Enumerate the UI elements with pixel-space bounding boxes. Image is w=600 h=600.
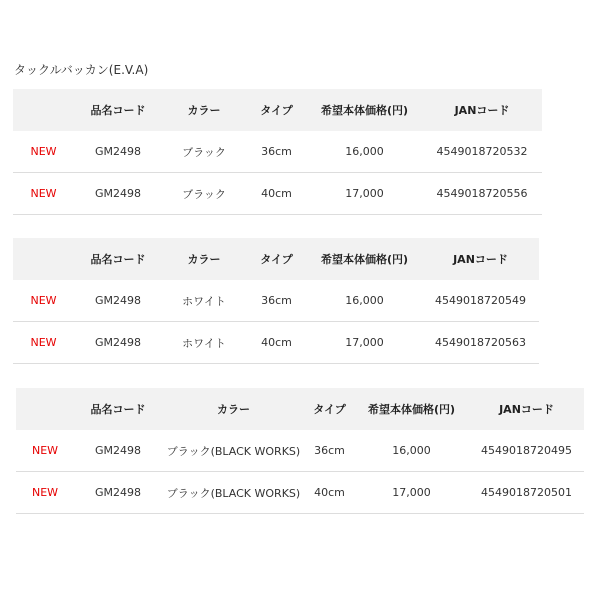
product-code-cell: GM2498 <box>74 131 162 173</box>
color-cell: ブラック(BLACK WORKS) <box>162 472 305 514</box>
header-product-code: 品名コード <box>74 388 162 430</box>
product-code-cell: GM2498 <box>74 472 162 514</box>
spec-table-black-works <box>16 388 584 514</box>
table-row <box>16 472 584 514</box>
header-price: 希望本体価格(円) <box>307 89 422 131</box>
new-badge: NEW <box>13 131 74 173</box>
header-color: カラー <box>162 89 246 131</box>
product-code-cell: GM2498 <box>74 280 162 322</box>
new-badge: NEW <box>16 472 74 514</box>
color-cell: ブラック <box>162 131 246 173</box>
type-cell: 36cm <box>305 430 354 472</box>
price-cell: 17,000 <box>307 173 422 215</box>
product-code-cell: GM2498 <box>74 322 162 364</box>
header-color: カラー <box>162 238 246 280</box>
new-badge: NEW <box>13 173 74 215</box>
header-product-code: 品名コード <box>74 89 162 131</box>
jan-code-cell: 4549018720495 <box>469 430 584 472</box>
type-cell: 40cm <box>246 173 307 215</box>
price-cell: 16,000 <box>354 430 469 472</box>
header-jan-code: JANコード <box>422 89 542 131</box>
table-row <box>13 322 539 364</box>
type-cell: 40cm <box>305 472 354 514</box>
header-badge <box>13 238 74 280</box>
price-cell: 17,000 <box>354 472 469 514</box>
jan-code-cell: 4549018720556 <box>422 173 542 215</box>
header-jan-code: JANコード <box>469 388 584 430</box>
page-title: タックルバッカン(E.V.A) <box>14 63 149 77</box>
new-badge: NEW <box>16 430 74 472</box>
header-product-code: 品名コード <box>74 238 162 280</box>
spec-table-black <box>13 89 542 215</box>
price-cell: 17,000 <box>307 322 422 364</box>
price-cell: 16,000 <box>307 131 422 173</box>
header-type: タイプ <box>246 89 307 131</box>
header-badge <box>16 388 74 430</box>
product-code-cell: GM2498 <box>74 173 162 215</box>
header-type: タイプ <box>246 238 307 280</box>
new-badge: NEW <box>13 280 74 322</box>
header-jan-code: JANコード <box>422 238 539 280</box>
jan-code-cell: 4549018720501 <box>469 472 584 514</box>
header-price: 希望本体価格(円) <box>354 388 469 430</box>
type-cell: 36cm <box>246 280 307 322</box>
spec-table-white <box>13 238 539 364</box>
table-row <box>13 280 539 322</box>
table-header-row <box>16 388 584 430</box>
color-cell: ホワイト <box>162 322 246 364</box>
jan-code-cell: 4549018720563 <box>422 322 539 364</box>
jan-code-cell: 4549018720549 <box>422 280 539 322</box>
header-price: 希望本体価格(円) <box>307 238 422 280</box>
table-row <box>13 173 542 215</box>
header-badge <box>13 89 74 131</box>
new-badge: NEW <box>13 322 74 364</box>
table-header-row <box>13 238 539 280</box>
product-code-cell: GM2498 <box>74 430 162 472</box>
jan-code-cell: 4549018720532 <box>422 131 542 173</box>
type-cell: 40cm <box>246 322 307 364</box>
color-cell: ブラック <box>162 173 246 215</box>
header-type: タイプ <box>305 388 354 430</box>
color-cell: ブラック(BLACK WORKS) <box>162 430 305 472</box>
price-cell: 16,000 <box>307 280 422 322</box>
header-color: カラー <box>162 388 305 430</box>
table-row <box>16 430 584 472</box>
table-row <box>13 131 542 173</box>
color-cell: ホワイト <box>162 280 246 322</box>
type-cell: 36cm <box>246 131 307 173</box>
table-header-row <box>13 89 542 131</box>
